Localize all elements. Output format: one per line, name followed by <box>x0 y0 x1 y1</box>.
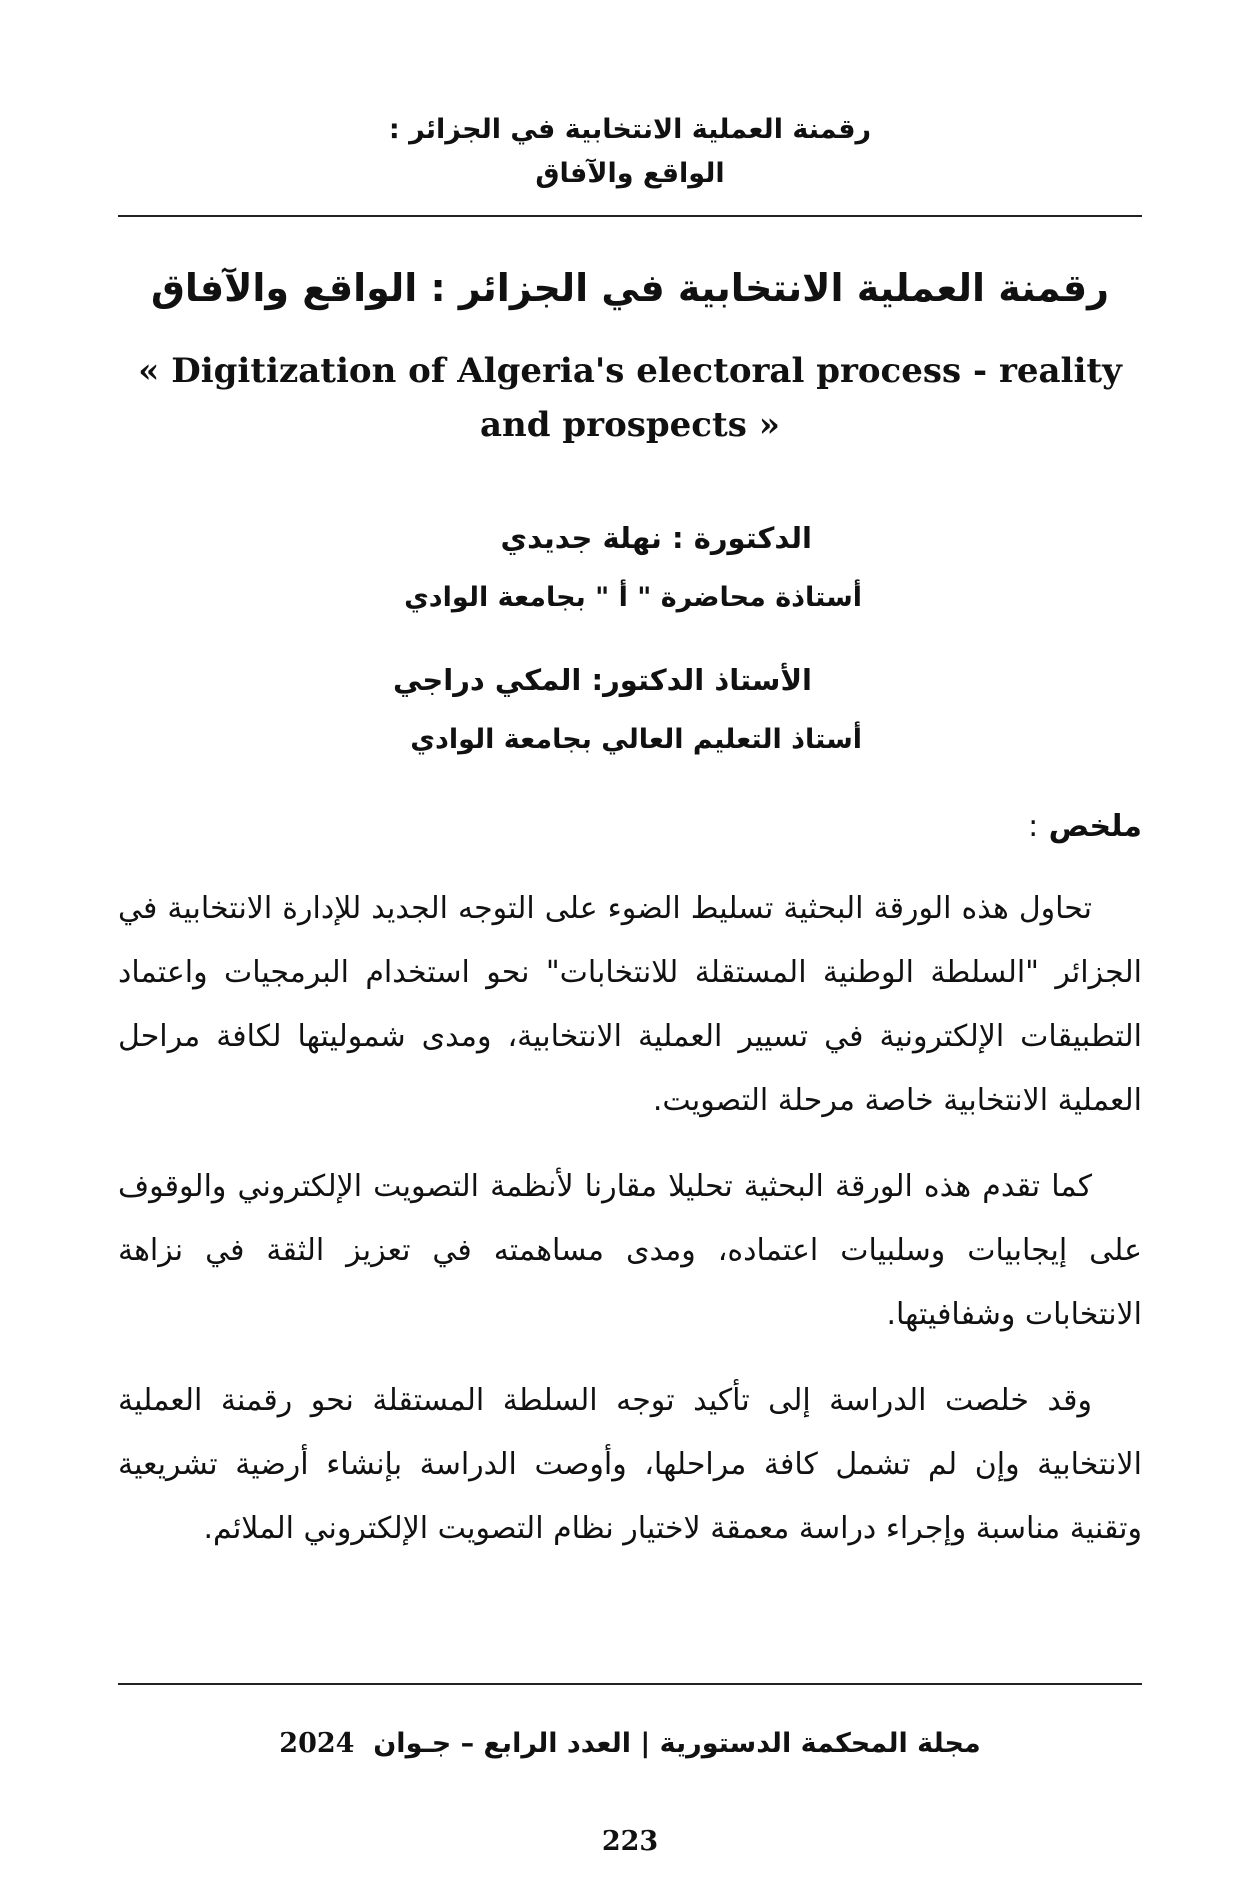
abstract-paragraph-1: تحاول هذه الورقة البحثية تسليط الضوء على التوجه الجديد للإدارة الانتخابية في الجزائر "السلطة الوطنية المستقلة للانتخابات" نحو استخدام البرمجيات واعتماد التطبيقات الإلكترونية في تسيير العملية الانتخابية، ومدى شموليتها لكافة مراحل العملية الانتخابية خاصة مرحلة التصويت. <box>118 891 1142 1118</box>
authors-block <box>120 508 862 792</box>
author-2-affiliation: أستاذ التعليم العالي بجامعة الوادي <box>410 724 862 755</box>
journal-footer <box>120 1722 1140 1766</box>
journal-year: 2024 <box>279 1728 355 1759</box>
author-1-affiliation: أستاذة محاضرة " أ " بجامعة الوادي <box>404 582 862 613</box>
journal-issue-label: مجلة المحكمة الدستورية | العدد الرابع – جـوان <box>373 1728 981 1759</box>
abstract-section <box>118 805 1142 1583</box>
author-1-name: الدكتورة : نهلة جديدي <box>500 521 812 555</box>
abstract-heading <box>118 805 1142 849</box>
author-2-name: الأستاذ الدكتور: المكي دراجي <box>393 663 812 697</box>
abstract-paragraph-2: كما تقدم هذه الورقة البحثية تحليلا مقارنا لأنظمة التصويت الإلكتروني والوقوف على إيجابيات وسلبيات اعتماده، ومدى مساهمته في تعزيز الثقة في نزاهة الانتخابات وشفافيتها. <box>118 1169 1142 1332</box>
author-1 <box>120 508 862 628</box>
running-header-line-1: رقمنة العملية الانتخابية في الجزائر : <box>388 114 872 145</box>
abstract-paragraph-3: وقد خلصت الدراسة إلى تأكيد توجه السلطة المستقلة نحو رقمنة العملية الانتخابية وإن لم تشمل كافة مراحلها، وأوصت الدراسة بإنشاء أرضية تشريعية وتقنية مناسبة وإجراء دراسة معمقة لاختيار نظام التصويت الإلكتروني الملائم. <box>118 1383 1142 1546</box>
arabic-title: رقمنة العملية الانتخابية في الجزائر : الواقع والآفاق <box>150 266 1110 310</box>
running-header <box>120 108 1140 196</box>
abstract-heading-colon: : <box>1028 809 1039 844</box>
abstract-heading-label: ملخص <box>1048 809 1142 844</box>
english-title: « Digitization of Algeria's electoral process - reality and prospects » <box>138 351 1122 445</box>
page-number: 223 <box>601 1826 659 1857</box>
author-2 <box>120 650 862 770</box>
running-header-line-2: الواقع والآفاق <box>535 158 725 189</box>
footer-divider <box>118 1683 1142 1685</box>
header-divider <box>118 215 1142 217</box>
